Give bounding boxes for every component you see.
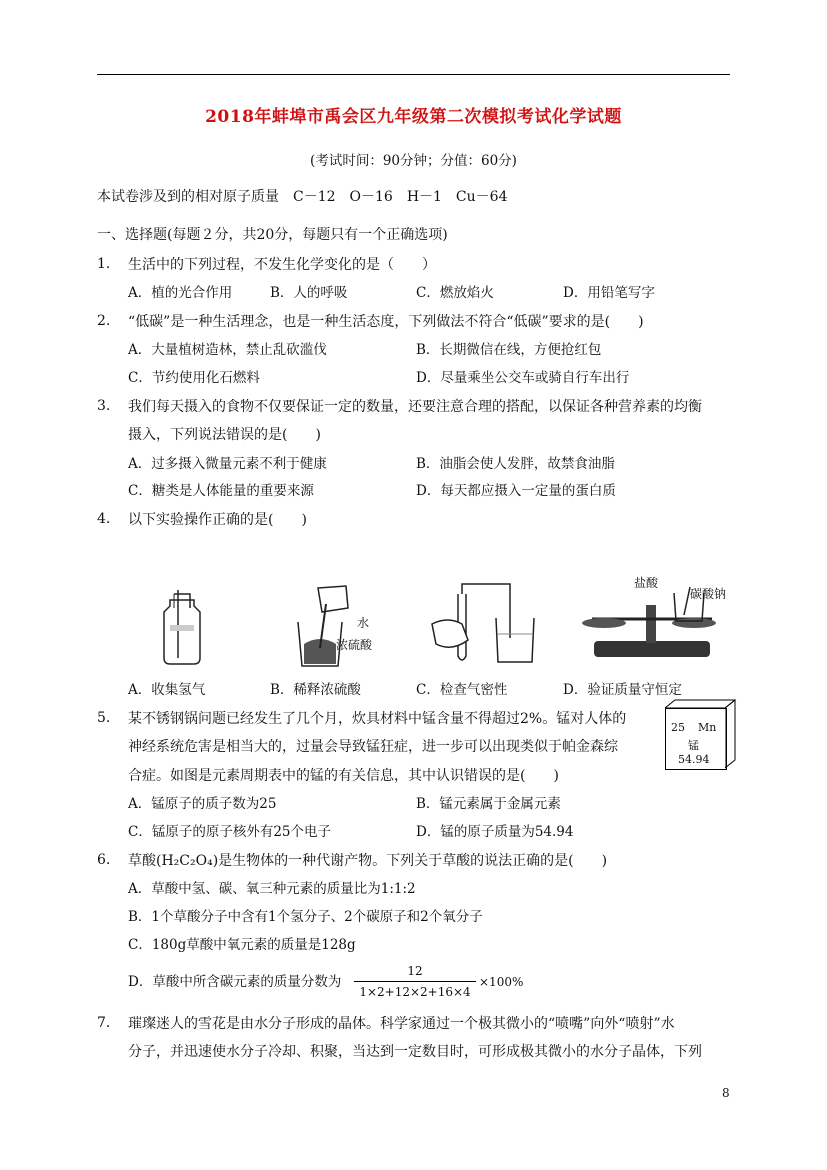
question-number: 2. <box>97 313 111 329</box>
option-d: D．每天都应摄入一定量的蛋白质 <box>416 483 616 499</box>
element-card-top <box>665 699 737 709</box>
option-c: C．燃放焰火 <box>416 285 494 301</box>
element-card-mn <box>665 708 727 770</box>
question-number: 1. <box>97 256 111 272</box>
fraction-numerator: 12 <box>407 964 423 978</box>
element-name: 锰 <box>688 739 699 752</box>
question-text: 生活中的下列过程，不发生化学变化的是（ ） <box>128 257 436 273</box>
question-text-cont: 合症。如图是元素周期表中的锰的有关信息，其中认识错误的是( ) <box>128 768 559 784</box>
fraction-suffix: ×100% <box>479 975 524 989</box>
option-d: D．验证质量守恒定 <box>563 682 682 698</box>
atomic-mass: 54.94 <box>678 753 710 766</box>
option-c: C．节约使用化石燃料 <box>128 370 260 386</box>
gas-bottle-figure <box>150 588 210 668</box>
question-number: 5. <box>97 710 111 726</box>
label-hcl: 盐酸 <box>634 576 659 590</box>
option-b: B．油脂会使人发胖，故禁食油脂 <box>416 456 615 472</box>
fraction-denominator: 1×2+12×2+16×4 <box>359 985 471 999</box>
option-d: D．尽量乘坐公交车或骑自行车出行 <box>416 370 630 386</box>
question-text: 我们每天摄入的食物不仅要保证一定的数量，还要注意合理的搭配，以保证各种营养素的均衡 <box>128 399 702 415</box>
airtight-check-figure <box>428 578 548 668</box>
option-a: A．锰原子的质子数为25 <box>128 796 277 812</box>
page-title: 2018年蚌埠市禹会区九年级第二次模拟考试化学试题 <box>205 107 622 127</box>
option-c: C．180g草酸中氧元素的质量是128g <box>128 937 356 953</box>
dilute-acid-figure <box>290 582 360 672</box>
option-a: A．收集氢气 <box>128 682 206 698</box>
question-text-cont: 摄入，下列说法错误的是( ) <box>128 427 321 443</box>
element-card-depth <box>725 700 739 770</box>
option-d: D．锰的原子质量为54.94 <box>416 824 574 840</box>
element-symbol: Mn <box>698 721 717 734</box>
section-heading: 一、选择题(每题２分，共20分，每题只有一个正确选项) <box>97 227 448 243</box>
option-c: C．检查气密性 <box>416 682 508 698</box>
exam-info: (考试时间：90分钟；分值：60分) <box>310 153 517 169</box>
option-b: B．锰元素属于金属元素 <box>416 796 561 812</box>
question-number: 4. <box>97 511 111 527</box>
atomic-mass-note: 本试卷涉及到的相对原子质量 C－12 O－16 H－1 Cu－64 <box>97 189 508 205</box>
question-number: 7. <box>97 1015 111 1031</box>
option-c: C．糖类是人体能量的重要来源 <box>128 483 314 499</box>
top-rule <box>97 74 730 75</box>
question-text: 以下实验操作正确的是( ) <box>128 512 307 528</box>
label-water: 水 <box>357 616 370 630</box>
question-text: “低碳”是一种生活理念，也是一种生活态度，下列做法不符合“低碳”要求的是( ) <box>128 314 644 330</box>
page-number: 8 <box>722 1086 730 1100</box>
question-text-cont: 神经系统危害是相当大的，过量会导致锰狂症，进一步可以出现类似于帕金森综 <box>128 739 618 755</box>
question-number: 6. <box>97 852 111 868</box>
question-text: 草酸(H₂C₂O₄)是生物体的一种代谢产物。下列关于草酸的说法正确的是( ) <box>128 853 608 869</box>
question-number: 3. <box>97 398 111 414</box>
option-c: C．锰原子的原子核外有25个电子 <box>128 824 332 840</box>
option-b: B．稀释浓硫酸 <box>270 682 361 698</box>
label-conc-acid: 浓硫酸 <box>336 638 373 652</box>
option-b: B．长期微信在线，方便抢红包 <box>416 342 602 358</box>
fraction-bar <box>354 981 476 982</box>
question-text: 璀璨迷人的雪花是由水分子形成的晶体。科学家通过一个极其微小的“喷嘴”向外“喷射”水 <box>128 1016 675 1032</box>
option-d: D．用铅笔写字 <box>563 285 655 301</box>
option-a: A．植的光合作用 <box>128 285 233 301</box>
option-b: B．人的呼吸 <box>270 285 348 301</box>
option-b: B．1个草酸分子中含有1个氢分子、2个碳原子和2个氧分子 <box>128 909 483 925</box>
atomic-number: 25 <box>671 721 685 734</box>
question-text: 某不锈钢锅问题已经发生了几个月，炊具材料中锰含量不得超过2%。锰对人体的 <box>128 711 627 727</box>
option-d: D．草酸中所含碳元素的质量分数为 <box>128 974 342 990</box>
option-a: A．大量植树造林，禁止乱砍滥伐 <box>128 342 327 358</box>
question-text-cont: 分子，并迅速使水分子冷却、积聚，当达到一定数目时，可形成极其微小的水分子晶体，下列 <box>128 1044 702 1060</box>
label-na2co3: 碳酸钠 <box>690 587 727 601</box>
option-a: A．草酸中氢、碳、氧三种元素的质量比为1:1:2 <box>128 881 416 897</box>
option-a: A．过多摄入微量元素不利于健康 <box>128 456 327 472</box>
